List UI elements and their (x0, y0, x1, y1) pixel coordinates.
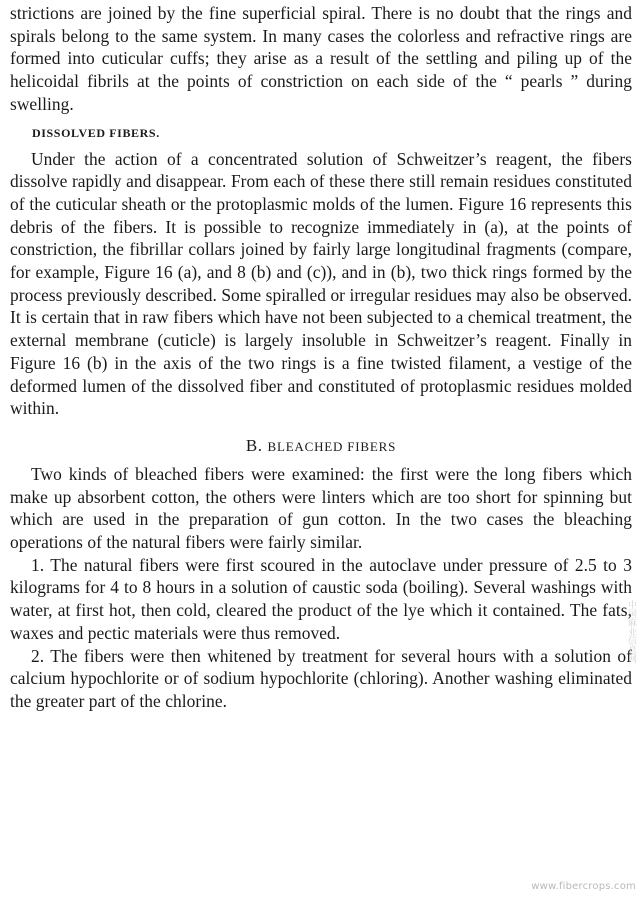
paragraph-whitening-step: 2. The fibers were then whitened by treatment for several hours with a solution of calcium hypochlorite or of sodium hypochlorite (chloring). Another washing eliminated the greater part of the chlorine. (10, 645, 632, 711)
watermark-url: www.fibercrops.com (531, 881, 636, 892)
paragraph-rings-spirals: strictions are joined by the fine superficial spiral. There is no doubt that the rings and spirals belong to the same system. In many cases the colorless and refractive rings are formed into cuticular cuffs; they arise as a result of the settling and piling up of the helicoidal fibrils at the points of constriction on each side of the “ pearls ” during swelling. (10, 3, 632, 114)
watermark-cjk: 中国麻业信息网 (626, 600, 636, 663)
section-heading-bleached-fibers (10, 434, 632, 459)
section-heading-prefix: B. (245, 435, 268, 455)
paragraph-bleached-intro: Two kinds of bleached fibers were examined: the first were the long fibers which make up absorbent cotton, the others were linters which are too short for spinning but which are used in the preparation of gun cotton. In the two cases the bleaching operations of the natural fibers were fairly similar. (10, 463, 632, 553)
paragraph-dissolved-fibers: Under the action of a concentrated solution of Schweitzer’s reagent, the fibers dissolve rapidly and disappear. From each of these there still remain residues constituted of the cuticular sheath or the protoplasmic molds of the lumen. Figure 16 represents this debris of the fibers. It is possible to recognize immediately in (a), at the points of constriction, the fibrillar collars joined by fairly large longitudinal fragments (compare, for example, Figure 16 (a), and 8 (b) and (c)), and in (b), two thick rings formed by the process previously described. Some spiralled or irregular residues may also be observed. It is certain that in raw fibers which have not been subjected to a chemical treatment, the external membrane (cuticle) is largely insoluble in Schweitzer’s reagent. Finally in Figure 16 (b) in the axis of the two rings is a fine twisted filament, a vestige of the deformed lumen of the dissolved fiber and constituted of protoplasmic residues molded within. (10, 148, 632, 419)
paragraph-scouring-step: 1. The natural fibers were first scoured in the autoclave under pressure of 2.5 to 3 kilograms for 4 to 8 hours in a solution of caustic soda (boiling). Several washings with water, at first hot, then cold, cleared the product of the lye which it contained. The fats, waxes and pectic materials were thus removed. (10, 554, 632, 643)
section-heading-dissolved-fibers: DISSOLVED FIBERS. (32, 125, 160, 140)
section-heading-text: BLEACHED FIBERS (267, 438, 397, 454)
